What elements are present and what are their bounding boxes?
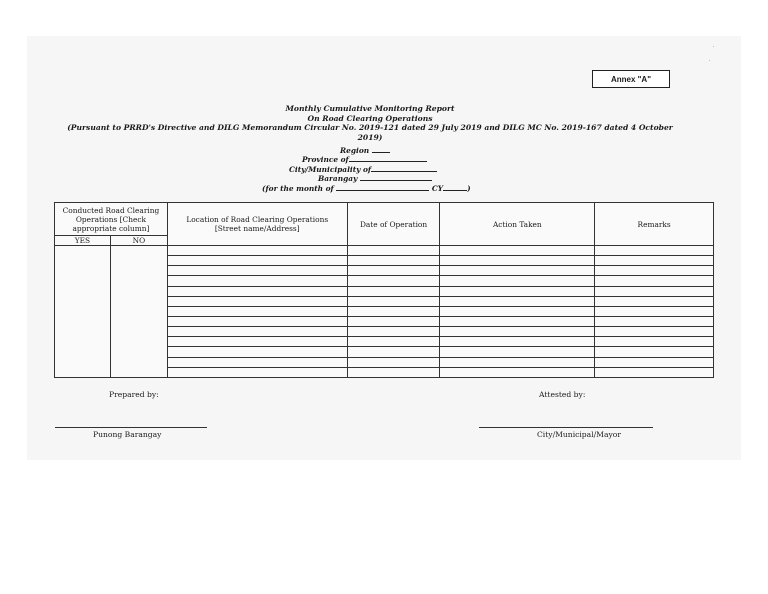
location-cell[interactable]: [167, 347, 347, 357]
location-cell[interactable]: [167, 316, 347, 326]
report-title: [60, 104, 680, 142]
action-cell[interactable]: [440, 276, 595, 286]
action-cell[interactable]: [440, 256, 595, 266]
action-cell[interactable]: [440, 347, 595, 357]
location-cell[interactable]: [167, 337, 347, 347]
col-date: Date of Operation: [347, 203, 440, 246]
remarks-cell[interactable]: [595, 286, 714, 296]
close-paren: ): [467, 184, 471, 193]
action-cell[interactable]: [440, 246, 595, 256]
col-conducted: Conducted Road Clearing Operations [Check appropriate column]: [55, 203, 168, 236]
no-cell[interactable]: [110, 246, 167, 378]
cy-label: CY: [431, 184, 444, 193]
title-line-3: (Pursuant to PRRD's Directive and DILG Memorandum Circular No. 2019-121 dated 29 July 2019 and DILG MC No. 2019-167 dated 4 October 2019): [67, 123, 673, 142]
location-cell[interactable]: [167, 296, 347, 306]
yes-cell[interactable]: [55, 246, 111, 378]
date-cell[interactable]: [347, 256, 440, 266]
prepared-by-label: Prepared by:: [109, 390, 159, 399]
date-cell[interactable]: [347, 337, 440, 347]
month-field: [262, 183, 471, 193]
action-cell[interactable]: [440, 367, 595, 377]
location-cell[interactable]: [167, 367, 347, 377]
attested-signature-line[interactable]: [479, 427, 653, 428]
location-cell[interactable]: [167, 286, 347, 296]
annex-label: Annex "A": [592, 70, 670, 88]
month-blank: [336, 183, 429, 191]
date-cell[interactable]: [347, 266, 440, 276]
col-action: Action Taken: [440, 203, 595, 246]
header-row: [55, 203, 714, 236]
action-cell[interactable]: [440, 316, 595, 326]
col-location: Location of Road Clearing Operations [Street name/Address]: [167, 203, 347, 246]
date-cell[interactable]: [347, 296, 440, 306]
remarks-cell[interactable]: [595, 316, 714, 326]
action-cell[interactable]: [440, 337, 595, 347]
remarks-cell[interactable]: [595, 337, 714, 347]
cy-blank: [443, 183, 467, 191]
scan-speck: [713, 46, 714, 47]
location-cell[interactable]: [167, 276, 347, 286]
col-no: NO: [110, 236, 167, 246]
city-blank: [371, 164, 437, 172]
barangay-label: Barangay: [318, 174, 358, 183]
province-label: Province of: [302, 155, 349, 164]
barangay-field: [318, 173, 432, 183]
action-cell[interactable]: [440, 327, 595, 337]
action-cell[interactable]: [440, 286, 595, 296]
attested-name: City/Municipal/Mayor: [537, 430, 621, 439]
attested-by-label: Attested by:: [539, 390, 586, 399]
date-cell[interactable]: [347, 316, 440, 326]
location-cell[interactable]: [167, 357, 347, 367]
col-remarks: Remarks: [595, 203, 714, 246]
col-yes: YES: [55, 236, 111, 246]
remarks-cell[interactable]: [595, 347, 714, 357]
prepared-signature-line[interactable]: [55, 427, 207, 428]
location-cell[interactable]: [167, 266, 347, 276]
action-cell[interactable]: [440, 306, 595, 316]
region-blank: [372, 145, 390, 153]
location-cell[interactable]: [167, 246, 347, 256]
action-cell[interactable]: [440, 266, 595, 276]
location-cell[interactable]: [167, 256, 347, 266]
monitoring-table: [54, 202, 714, 378]
location-cell[interactable]: [167, 327, 347, 337]
action-cell[interactable]: [440, 357, 595, 367]
date-cell[interactable]: [347, 367, 440, 377]
remarks-cell[interactable]: [595, 357, 714, 367]
province-blank: [349, 154, 427, 162]
city-label: City/Municipality of: [289, 165, 372, 174]
date-cell[interactable]: [347, 286, 440, 296]
remarks-cell[interactable]: [595, 327, 714, 337]
prepared-name: Punong Barangay: [93, 430, 162, 439]
barangay-blank: [360, 173, 432, 181]
date-cell[interactable]: [347, 357, 440, 367]
remarks-cell[interactable]: [595, 306, 714, 316]
date-cell[interactable]: [347, 347, 440, 357]
region-label: Region: [340, 146, 370, 155]
province-field: [302, 154, 427, 164]
remarks-cell[interactable]: [595, 246, 714, 256]
title-line-1: Monthly Cumulative Monitoring Report: [285, 104, 455, 113]
date-cell[interactable]: [347, 246, 440, 256]
remarks-cell[interactable]: [595, 276, 714, 286]
location-cell[interactable]: [167, 306, 347, 316]
remarks-cell[interactable]: [595, 367, 714, 377]
title-line-2: On Road Clearing Operations: [307, 113, 433, 123]
remarks-cell[interactable]: [595, 266, 714, 276]
month-label: (for the month of: [262, 184, 334, 193]
remarks-cell[interactable]: [595, 256, 714, 266]
action-cell[interactable]: [440, 296, 595, 306]
table-row: [55, 246, 714, 256]
date-cell[interactable]: [347, 276, 440, 286]
remarks-cell[interactable]: [595, 296, 714, 306]
date-cell[interactable]: [347, 327, 440, 337]
date-cell[interactable]: [347, 306, 440, 316]
scan-speck: [709, 60, 710, 61]
